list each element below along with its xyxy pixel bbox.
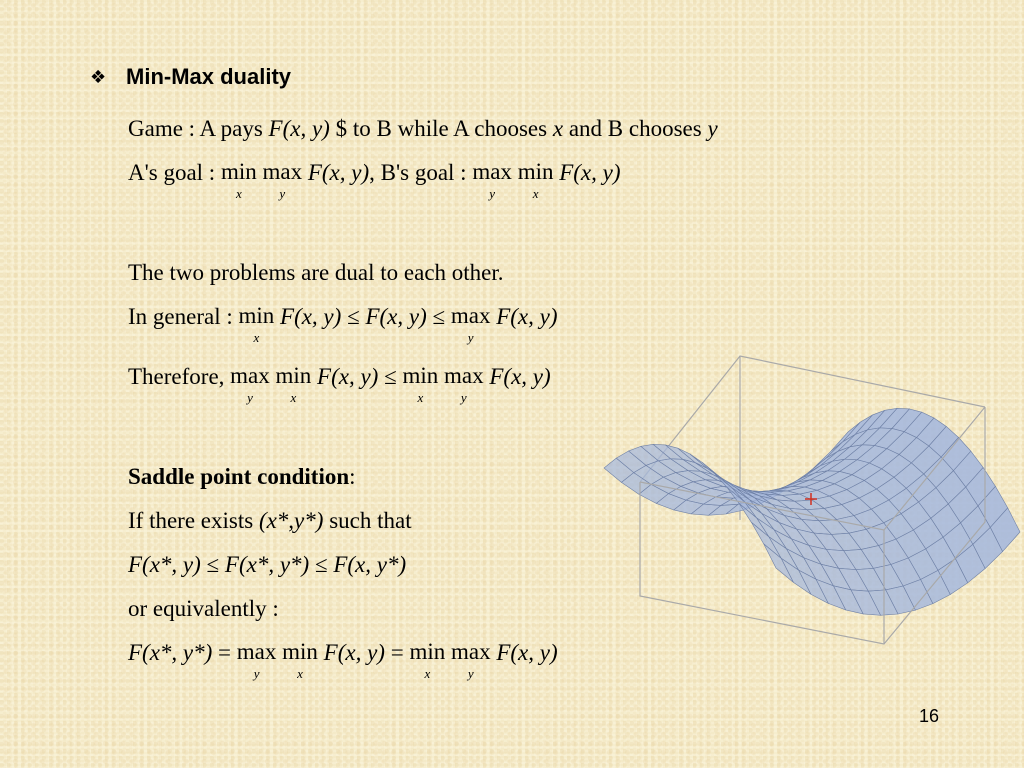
diamond-bullet-icon: ❖ xyxy=(90,66,107,87)
or-equivalently-line: or equivalently : xyxy=(128,596,279,621)
min-operator: min x xyxy=(402,363,439,405)
if-exists-line: If there exists (x*,y*) such that xyxy=(128,508,412,533)
max-operator: max y xyxy=(444,363,484,405)
max-operator: max y xyxy=(236,639,277,681)
max-operator: max y xyxy=(450,303,491,345)
min-operator: min x xyxy=(220,159,257,201)
goals-line: A's goal : min x max y F(x, y), B's goal : max y min x F(x, y) xyxy=(128,159,621,201)
dual-line: The two problems are dual to each other. xyxy=(128,260,504,285)
saddle-surface xyxy=(604,408,1020,615)
saddle-title: Saddle point condition xyxy=(128,464,350,489)
therefore-line: Therefore, max y min x F(x, y) ≤ min x max y F(x, y) xyxy=(128,363,551,405)
max-operator: max y xyxy=(450,639,491,681)
page-number: 16 xyxy=(918,706,939,726)
max-operator: max y xyxy=(472,159,512,201)
game-line: Game : A pays F(x, y) $ to B while A chooses x and B chooses y xyxy=(128,116,718,141)
min-operator: min x xyxy=(238,303,275,345)
equality-line: F(x*, y*) = max y min x F(x, y) = min x max y F(x, y) xyxy=(128,639,558,681)
saddle-title-line: Saddle point condition: xyxy=(128,464,356,489)
general-line: In general : min x F(x, y) ≤ F(x, y) ≤ max y F(x, y) xyxy=(128,303,558,345)
max-operator: max y xyxy=(230,363,270,405)
heading-text: Min-Max duality xyxy=(126,64,292,89)
min-operator: min x xyxy=(282,639,318,681)
inequality-line: F(x*, y) ≤ F(x*, y*) ≤ F(x, y*) xyxy=(128,552,407,577)
max-operator: max y xyxy=(262,159,303,201)
min-operator: min x xyxy=(517,159,554,201)
min-operator: min x xyxy=(409,639,446,681)
min-operator: min x xyxy=(275,363,312,405)
